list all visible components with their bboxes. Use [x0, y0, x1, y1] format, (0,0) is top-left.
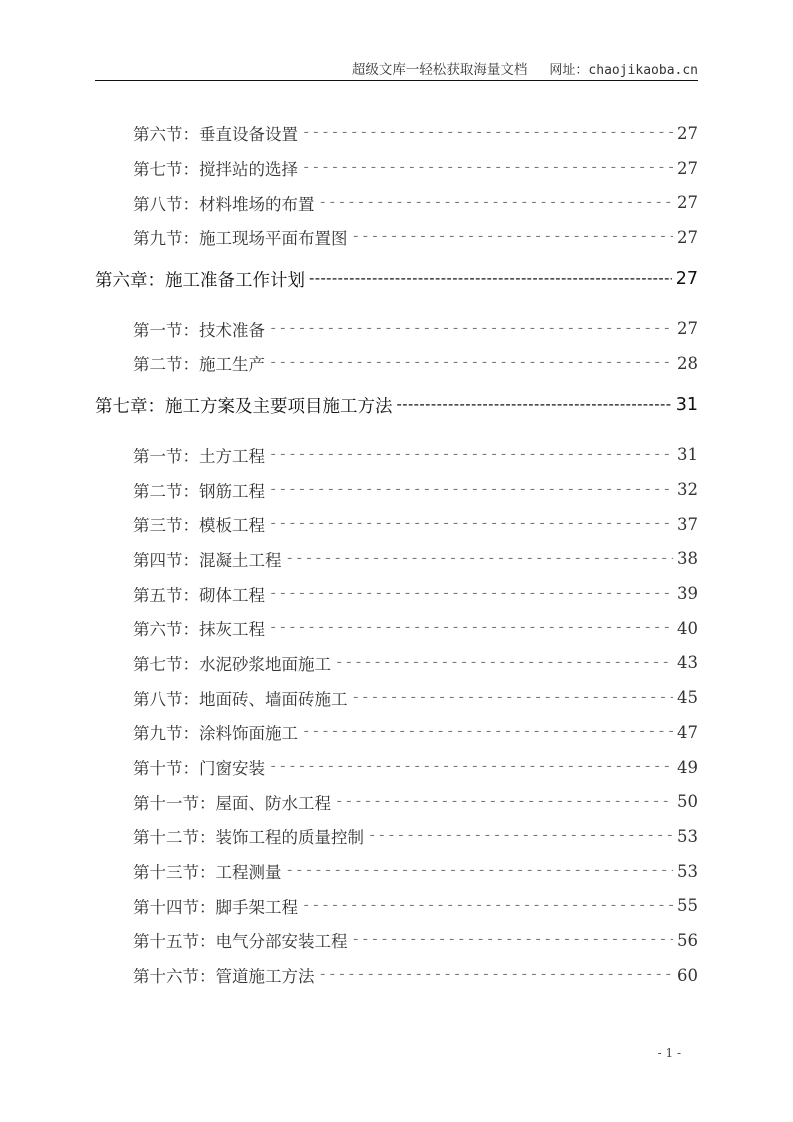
toc-section-entry[interactable] [95, 784, 698, 819]
dot-leader [335, 794, 673, 810]
toc-entry-page: 27 [677, 123, 698, 143]
dot-leader [269, 759, 673, 775]
page-header [95, 58, 698, 81]
page-number: - 1 - [657, 1046, 681, 1060]
toc-section-entry[interactable] [95, 611, 698, 646]
dot-leader [269, 482, 673, 498]
toc-entry-label: 第六节：抹灰工程 [133, 620, 265, 640]
dot-leader [269, 516, 673, 532]
toc-entry-page: 60 [677, 965, 698, 985]
toc-entry-label: 第三节：模板工程 [133, 516, 265, 536]
toc-entry-page: 39 [677, 584, 698, 604]
header-url: 网址：chaojikaoba.cn [549, 63, 698, 78]
toc-section-entry[interactable] [95, 958, 698, 993]
dot-leader [309, 270, 672, 288]
toc-entry-label: 第二节：钢筋工程 [133, 481, 265, 501]
toc-section-entry[interactable] [95, 854, 698, 889]
toc-entry-label: 第六章：施工准备工作计划 [95, 270, 305, 291]
dot-leader [269, 321, 673, 337]
dot-leader [302, 125, 673, 141]
toc-section-entry[interactable] [95, 220, 698, 255]
dot-leader [352, 690, 674, 706]
dot-leader [352, 932, 674, 948]
toc-section-entry[interactable] [95, 680, 698, 715]
dot-leader [286, 863, 674, 879]
dot-leader [397, 396, 672, 414]
toc-entry-label: 第十一节：屋面、防水工程 [133, 793, 331, 813]
toc-section-entry[interactable] [95, 116, 698, 151]
toc-section-entry[interactable] [95, 715, 698, 750]
toc-section-entry[interactable] [95, 507, 698, 542]
dot-leader [269, 355, 673, 371]
toc-section-entry[interactable] [95, 151, 698, 186]
toc-section-entry[interactable] [95, 311, 698, 346]
toc-chapter-entry[interactable] [95, 262, 698, 297]
dot-leader [319, 967, 674, 983]
dot-leader [269, 447, 673, 463]
toc-entry-page: 45 [677, 688, 698, 708]
dot-leader [352, 229, 674, 245]
toc-entry-label: 第八节：材料堆场的布置 [133, 194, 315, 214]
toc-entry-label: 第十五节：电气分部安装工程 [133, 932, 348, 952]
toc-section-entry[interactable] [95, 819, 698, 854]
dot-leader [269, 620, 673, 636]
toc-entry-page: 27 [675, 269, 698, 290]
toc-entry-page: 53 [677, 861, 698, 881]
toc-entry-page: 27 [677, 193, 698, 213]
toc-chapter-entry[interactable] [95, 388, 698, 423]
toc-entry-label: 第七章：施工方案及主要项目施工方法 [95, 396, 393, 417]
toc-entry-page: 56 [677, 930, 698, 950]
toc-section-entry[interactable] [95, 750, 698, 785]
toc-entry-label: 第六节：垂直设备设置 [133, 125, 298, 145]
toc-entry-label: 第五节：砌体工程 [133, 585, 265, 605]
dot-leader [319, 195, 674, 211]
toc-entry-page: 27 [677, 158, 698, 178]
toc-section-entry[interactable] [95, 346, 698, 381]
table-of-contents [95, 116, 698, 993]
toc-section-entry[interactable] [95, 576, 698, 611]
toc-section-entry[interactable] [95, 472, 698, 507]
dot-leader [302, 724, 673, 740]
toc-entry-label: 第七节：水泥砂浆地面施工 [133, 654, 331, 674]
toc-entry-label: 第十节：门窗安装 [133, 759, 265, 779]
toc-entry-page: 32 [677, 480, 698, 500]
toc-entry-label: 第十四节：脚手架工程 [133, 897, 298, 917]
toc-entry-page: 38 [677, 549, 698, 569]
dot-leader [302, 898, 673, 914]
dot-leader [286, 551, 674, 567]
toc-section-entry[interactable] [95, 185, 698, 220]
toc-section-entry[interactable] [95, 646, 698, 681]
toc-entry-page: 27 [677, 319, 698, 339]
toc-entry-label: 第十六节：管道施工方法 [133, 967, 315, 987]
toc-entry-page: 50 [677, 792, 698, 812]
dot-leader [302, 160, 673, 176]
toc-entry-page: 43 [677, 653, 698, 673]
toc-entry-label: 第七节：搅拌站的选择 [133, 160, 298, 180]
toc-entry-label: 第九节：涂料饰面施工 [133, 724, 298, 744]
toc-entry-page: 53 [677, 826, 698, 846]
toc-entry-page: 27 [677, 227, 698, 247]
toc-entry-page: 31 [675, 395, 698, 416]
toc-entry-label: 第八节：地面砖、墙面砖施工 [133, 689, 348, 709]
toc-entry-label: 第一节：土方工程 [133, 446, 265, 466]
toc-entry-label: 第九节：施工现场平面布置图 [133, 229, 348, 249]
toc-entry-page: 55 [677, 896, 698, 916]
toc-section-entry[interactable] [95, 438, 698, 473]
toc-entry-label: 第一节：技术准备 [133, 320, 265, 340]
header-title: 超级文库一轻松获取海量文档 [351, 62, 528, 78]
dot-leader [368, 828, 673, 844]
toc-entry-label: 第十二节：装饰工程的质量控制 [133, 828, 364, 848]
toc-entry-page: 40 [677, 618, 698, 638]
toc-section-entry[interactable] [95, 923, 698, 958]
dot-leader [335, 655, 673, 671]
toc-entry-page: 47 [677, 722, 698, 742]
toc-entry-page: 31 [677, 445, 698, 465]
toc-section-entry[interactable] [95, 888, 698, 923]
toc-entry-page: 37 [677, 514, 698, 534]
toc-entry-label: 第十三节：工程测量 [133, 863, 282, 883]
toc-section-entry[interactable] [95, 542, 698, 577]
toc-entry-label: 第四节：混凝土工程 [133, 550, 282, 570]
toc-entry-label: 第二节：施工生产 [133, 355, 265, 375]
dot-leader [269, 586, 673, 602]
toc-entry-page: 49 [677, 757, 698, 777]
toc-entry-page: 28 [677, 353, 698, 373]
